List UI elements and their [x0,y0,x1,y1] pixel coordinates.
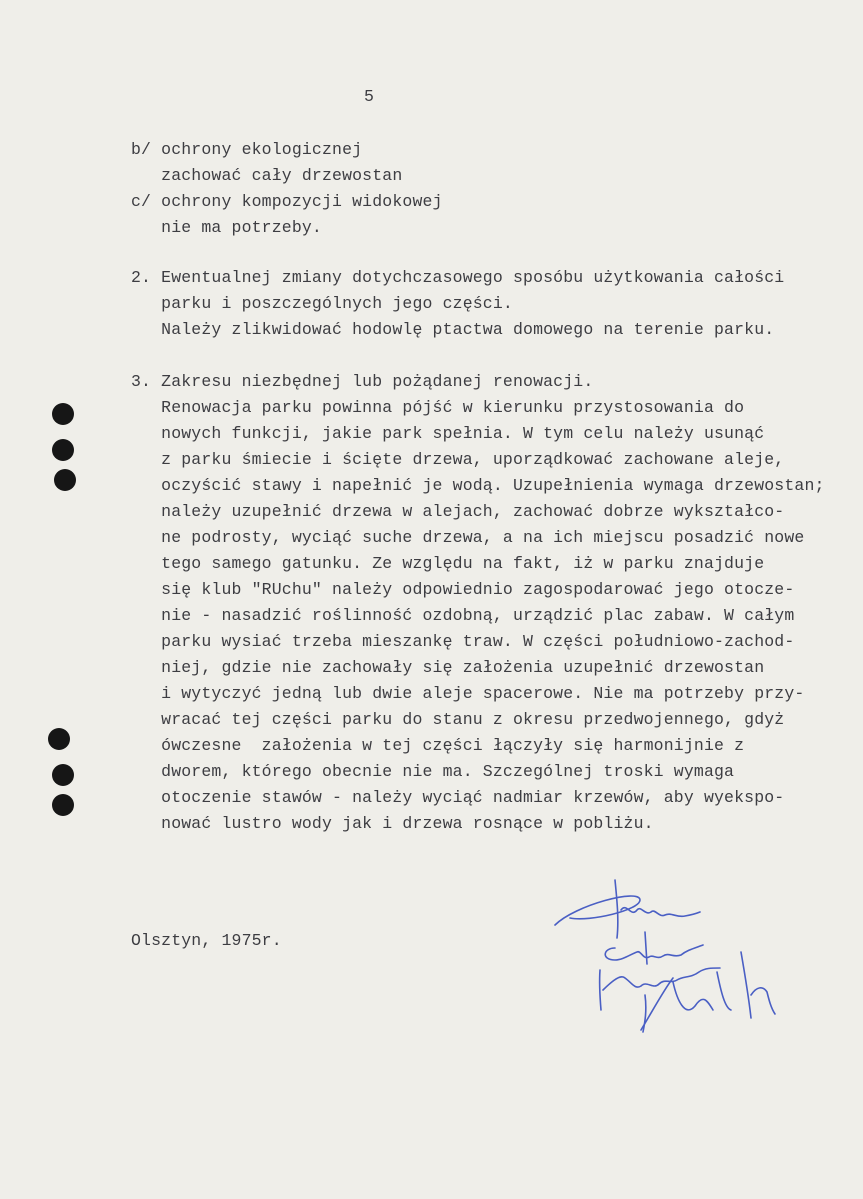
text-line: 2. Ewentualnej zmiany dotychczasowego sposóbu użytkowania całości [131,268,785,287]
text-line: tego samego gatunku. Ze względu na fakt, iż w parku znajduje [131,554,765,573]
punch-hole [52,794,74,816]
text-line: zachować cały drzewostan [131,166,403,185]
text-line: nie ma potrzeby. [131,218,322,237]
handwritten-signature [545,860,785,1040]
place-date: Olsztyn, 1975r. [131,931,282,950]
text-line: Renowacja parku powinna pójść w kierunku przystosowania do [131,398,745,417]
text-line: c/ ochrony kompozycji widokowej [131,192,443,211]
text-line: nować lustro wody jak i drzewa rosnące w pobliżu. [131,814,654,833]
page-number: 5 [364,87,375,106]
text-line: dworem, którego obecnie nie ma. Szczególnej troski wymaga [131,762,735,781]
punch-hole [54,469,76,491]
punch-hole [52,439,74,461]
text-line: b/ ochrony ekologicznej [131,140,363,159]
text-line: i wytyczyć jedną lub dwie aleje spacerowe. Nie ma potrzeby przy- [131,684,805,703]
text-line: należy uzupełnić drzewa w alejach, zachować dobrze wykształco- [131,502,785,521]
text-line: się klub "RUchu" należy odpowiednio zagospodarować jego otocze- [131,580,795,599]
text-line: nowych funkcji, jakie park spełnia. W tym celu należy usunąć [131,424,765,443]
text-line: Należy zlikwidować hodowlę ptactwa domowego na terenie parku. [131,320,775,339]
text-line: parku i poszczególnych jego części. [131,294,513,313]
punch-hole [48,728,70,750]
punch-hole [52,403,74,425]
text-line: ne podrosty, wyciąć suche drzewa, a na ich miejscu posadzić nowe [131,528,805,547]
text-line: niej, gdzie nie zachowały się założenia uzupełnić drzewostan [131,658,765,677]
text-line: z parku śmiecie i ścięte drzewa, uporządkować zachowane aleje, [131,450,785,469]
text-line: 3. Zakresu niezbędnej lub pożądanej renowacji. [131,372,594,391]
text-line: oczyścić stawy i napełnić je wodą. Uzupełnienia wymaga drzewostan; [131,476,825,495]
text-line: parku wysiać trzeba mieszankę traw. W części południowo-zachod- [131,632,795,651]
text-line: otoczenie stawów - należy wyciąć nadmiar krzewów, aby wyekspo- [131,788,785,807]
text-line: wracać tej części parku do stanu z okresu przedwojennego, gdyż [131,710,785,729]
text-line: ówczesne założenia w tej części łączyły się harmonijnie z [131,736,745,755]
text-line: nie - nasadzić roślinność ozdobną, urządzić plac zabaw. W całym [131,606,795,625]
punch-hole [52,764,74,786]
